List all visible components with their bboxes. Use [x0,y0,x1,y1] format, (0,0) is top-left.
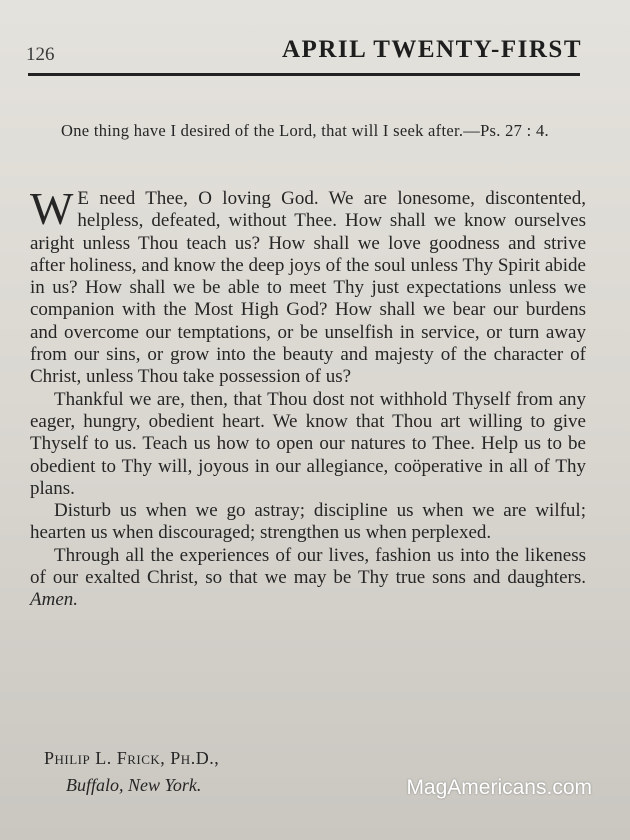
paragraph-1-text: E need Thee, O loving God. We are lonesome, discontented, helpless, defeated, without Thee. How shall we know ourselves aright unless Thou teach us? How shall we love goodness and strive after holiness, and know the deep joys of the soul unless Thy Spirit abide in us? How shall we be able to meet Thy just expectations unless we companion with the Most High God? How shall we bear our burdens and overcome our temptations, or be unselfish in service, or turn away from our sins, or grow into the beauty and majesty of the character of Christ, unless Thou take possession of us? [30,188,586,388]
signature-block [44,745,219,799]
paragraph-1 [30,183,586,389]
author-name: Philip L. Frick, Ph.D., [44,748,220,768]
epigraph: One thing have I desired of the Lord, that will I seek after.—Ps. 27 : 4. [61,121,549,140]
paragraph-4-text: Through all the experiences of our lives, fashion us into the likeness of our exalted Christ, so that we may be Thy true sons and daughters. [30,544,586,589]
author-place: Buffalo, New York. [66,775,202,795]
paragraph-4 [30,545,586,612]
prayer-body [30,183,586,612]
watermark: MagAmericans.com [406,776,592,799]
amen: Amen. [30,589,79,611]
drop-cap: W [30,183,74,234]
header-rule [28,73,580,76]
running-head: APRIL TWENTY-FIRST [282,36,582,63]
paragraph-3: Disturb us when we go astray; discipline us when we are wilful; hearten us when discouraged; strengthen us when perplexed. [30,500,586,544]
paragraph-2: Thankful we are, then, that Thou dost not withhold Thyself from any eager, hungry, obedient heart. We know that Thou art willing to give Thyself to us. Teach us how to open our natures to Thee. Help us to be obedient to Thy will, joyous in our allegiance, coöperative in all of Thy plans. [30,388,586,499]
page-number: 126 [26,44,55,65]
